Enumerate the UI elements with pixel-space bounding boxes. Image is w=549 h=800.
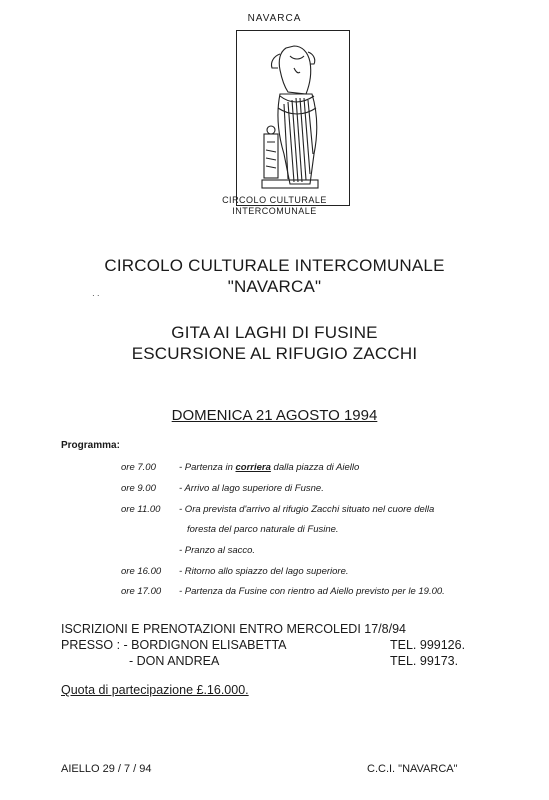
- program-row: [121, 504, 434, 515]
- event-date: DOMENICA 21 AGOSTO 1994: [171, 407, 378, 424]
- event-line1: GITA AI LAGHI DI FUSINE: [171, 323, 378, 342]
- registration-deadline: ISCRIZIONI E PRENOTAZIONI ENTRO MERCOLEDI 17/8/94: [61, 622, 406, 636]
- row-text: - Arrivo al lago superiore di Fusne.: [179, 483, 324, 494]
- program-row: - Pranzo al sacco.: [179, 545, 256, 556]
- contact-name: PRESSO : - BORDIGNON ELISABETTA: [61, 638, 287, 652]
- program-row: [121, 462, 359, 473]
- row-time: ore 9.00: [121, 483, 156, 494]
- logo-caption-line1: CIRCOLO CULTURALE: [222, 195, 327, 205]
- row-text: - Ora prevista d'arrivo al rifugio Zacchi situato nel cuore della: [179, 504, 435, 515]
- speck: · ·: [92, 291, 100, 300]
- row-text-emphasis: corriera: [235, 462, 271, 473]
- row-time: ore 7.00: [121, 462, 156, 473]
- statue-illustration: [250, 34, 338, 196]
- title-line2: "NAVARCA": [227, 277, 322, 296]
- event-line2: ESCURSIONE AL RIFUGIO ZACCHI: [131, 344, 418, 363]
- program-row: [121, 566, 349, 577]
- fee-line: Quota di partecipazione £.16.000.: [61, 683, 249, 697]
- row-text: - Partenza da Fusine con rientro ad Aiello previsto per le 19.00.: [179, 586, 445, 597]
- program-row: [121, 586, 445, 597]
- registration-contacts: [61, 638, 501, 670]
- contact-name: - DON ANDREA: [129, 654, 220, 668]
- row-text: - Ritorno allo spiazzo del lago superiore.: [179, 566, 349, 577]
- row-time: ore 17.00: [121, 586, 162, 597]
- row-time: ore 11.00: [121, 504, 161, 515]
- logo-name: NAVARCA: [247, 13, 302, 24]
- program-label: Programma:: [61, 440, 120, 451]
- logo-caption: [0, 195, 549, 217]
- footer-place-date: AIELLO 29 / 7 / 94: [61, 763, 152, 775]
- row-text: dalla piazza di Aiello: [270, 462, 360, 473]
- event-heading: [0, 322, 549, 364]
- title-line1: CIRCOLO CULTURALE INTERCOMUNALE: [104, 256, 445, 275]
- logo-caption-line2: INTERCOMUNALE: [232, 206, 317, 216]
- row-text: - Partenza in: [179, 462, 236, 473]
- row-time: ore 16.00: [121, 566, 162, 577]
- footer-signature: C.C.I. "NAVARCA": [367, 763, 458, 775]
- page-title: [0, 255, 549, 297]
- program-row-continued: foresta del parco naturale di Fusine.: [187, 524, 339, 535]
- program-row: [121, 483, 324, 494]
- contact-phone: TEL. 99173.: [390, 654, 459, 668]
- contact-phone: TEL. 999126.: [390, 638, 466, 652]
